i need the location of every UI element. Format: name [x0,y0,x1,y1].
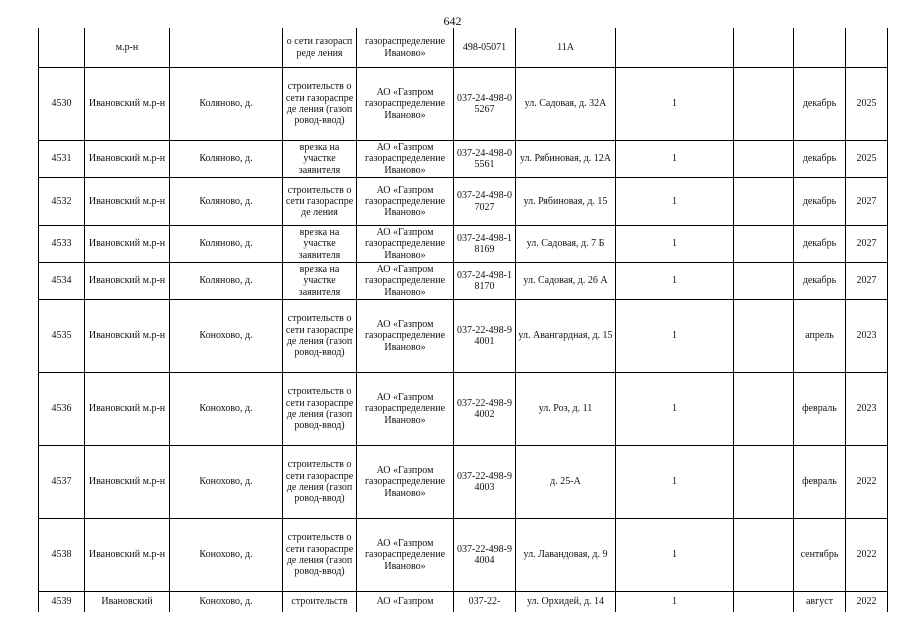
cell-settlement: Конохово, д. [170,592,283,613]
cell-blank [734,373,794,446]
cell-year: 2023 [846,373,888,446]
cell-number: 4532 [39,178,85,226]
table-row [39,519,888,592]
cell-address: ул. Рябиновая, д. 15 [516,178,616,226]
cell-month: февраль [794,373,846,446]
cell-quantity: 1 [616,519,734,592]
cell-blank [734,226,794,263]
cell-year: 2025 [846,68,888,141]
cell-district: Ивановский [85,592,170,613]
cell-blank [734,300,794,373]
cell-quantity [616,28,734,68]
cell-address: д. 25-А [516,446,616,519]
cell-work-type: строительств о сети газораспреде ления (газопровод-ввод) [283,373,357,446]
gasification-table [38,28,888,612]
cell-organization: АО «Газпром газораспределение Иваново» [357,178,454,226]
cell-district: Ивановский м.р-н [85,141,170,178]
cell-work-type: строительств о сети газораспреде ления [283,178,357,226]
cell-blank [734,446,794,519]
cell-month [794,28,846,68]
table-row [39,592,888,613]
cell-number: 4530 [39,68,85,141]
table-row [39,178,888,226]
cell-code: 037-24-498-05561 [454,141,516,178]
cell-settlement: Коляново, д. [170,263,283,300]
cell-month: декабрь [794,68,846,141]
cell-code: 037-24-498-05267 [454,68,516,141]
cell-organization: АО «Газпром газораспределение Иваново» [357,263,454,300]
cell-district: м.р-н [85,28,170,68]
cell-settlement: Коляново, д. [170,141,283,178]
cell-blank [734,28,794,68]
cell-number: 4535 [39,300,85,373]
cell-blank [734,178,794,226]
cell-organization: АО «Газпром [357,592,454,613]
cell-settlement [170,28,283,68]
table-row [39,373,888,446]
cell-district: Ивановский м.р-н [85,446,170,519]
table-row [39,446,888,519]
cell-month: август [794,592,846,613]
cell-number: 4534 [39,263,85,300]
cell-district: Ивановский м.р-н [85,178,170,226]
cell-district: Ивановский м.р-н [85,519,170,592]
cell-code: 498-05071 [454,28,516,68]
cell-code: 037-22-498-94004 [454,519,516,592]
cell-month: декабрь [794,141,846,178]
cell-district: Ивановский м.р-н [85,68,170,141]
cell-organization: АО «Газпром газораспределение Иваново» [357,519,454,592]
cell-year: 2027 [846,226,888,263]
cell-settlement: Коляново, д. [170,68,283,141]
cell-month: февраль [794,446,846,519]
cell-month: апрель [794,300,846,373]
cell-number: 4538 [39,519,85,592]
cell-blank [734,141,794,178]
cell-year: 2025 [846,141,888,178]
cell-organization: газораспределение Иваново» [357,28,454,68]
cell-month: сентябрь [794,519,846,592]
cell-address: ул. Садовая, д. 7 Б [516,226,616,263]
cell-settlement: Коляново, д. [170,226,283,263]
cell-year: 2027 [846,178,888,226]
table-row [39,141,888,178]
cell-district: Ивановский м.р-н [85,373,170,446]
cell-quantity: 1 [616,178,734,226]
cell-year: 2027 [846,263,888,300]
cell-month: декабрь [794,263,846,300]
cell-year: 2022 [846,446,888,519]
cell-blank [734,592,794,613]
cell-blank [734,68,794,141]
cell-number [39,28,85,68]
table-row [39,226,888,263]
cell-address: ул. Роз, д. 11 [516,373,616,446]
cell-district: Ивановский м.р-н [85,226,170,263]
page-number: 642 [443,14,462,28]
cell-settlement: Коляново, д. [170,178,283,226]
cell-blank [734,519,794,592]
cell-address: 11А [516,28,616,68]
cell-year: 2022 [846,519,888,592]
cell-blank [734,263,794,300]
cell-month: декабрь [794,178,846,226]
table-row [39,68,888,141]
cell-address: ул. Садовая, д. 26 А [516,263,616,300]
cell-quantity: 1 [616,226,734,263]
cell-code: 037-22-498-94003 [454,446,516,519]
cell-quantity: 1 [616,141,734,178]
cell-work-type: строительств о сети газораспреде ления (газопровод-ввод) [283,68,357,141]
cell-organization: АО «Газпром газораспределение Иваново» [357,68,454,141]
cell-quantity: 1 [616,592,734,613]
cell-quantity: 1 [616,263,734,300]
cell-organization: АО «Газпром газораспределение Иваново» [357,300,454,373]
cell-organization: АО «Газпром газораспределение Иваново» [357,226,454,263]
cell-code: 037-22- [454,592,516,613]
cell-work-type: врезка на участке заявителя [283,263,357,300]
cell-organization: АО «Газпром газораспределение Иваново» [357,446,454,519]
cell-settlement: Конохово, д. [170,373,283,446]
cell-work-type: о сети газораспреде ления [283,28,357,68]
cell-settlement: Конохово, д. [170,300,283,373]
cell-address: ул. Лавандовая, д. 9 [516,519,616,592]
cell-work-type: строительств о сети газораспреде ления (газопровод-ввод) [283,300,357,373]
cell-year: 2023 [846,300,888,373]
cell-settlement: Конохово, д. [170,446,283,519]
cell-address: ул. Садовая, д. 32А [516,68,616,141]
cell-work-type: врезка на участке заявителя [283,226,357,263]
cell-year: 2022 [846,592,888,613]
table-row [39,263,888,300]
cell-work-type: врезка на участке заявителя [283,141,357,178]
cell-number: 4531 [39,141,85,178]
cell-organization: АО «Газпром газораспределение Иваново» [357,373,454,446]
cell-code: 037-24-498-18170 [454,263,516,300]
cell-number: 4539 [39,592,85,613]
cell-code: 037-22-498-94001 [454,300,516,373]
cell-address: ул. Рябиновая, д. 12А [516,141,616,178]
cell-quantity: 1 [616,300,734,373]
cell-quantity: 1 [616,68,734,141]
cell-settlement: Конохово, д. [170,519,283,592]
cell-address: ул. Авангардная, д. 15 [516,300,616,373]
cell-quantity: 1 [616,446,734,519]
cell-code: 037-24-498-18169 [454,226,516,263]
cell-number: 4536 [39,373,85,446]
cell-number: 4533 [39,226,85,263]
cell-address: ул. Орхидей, д. 14 [516,592,616,613]
cell-district: Ивановский м.р-н [85,300,170,373]
cell-number: 4537 [39,446,85,519]
cell-work-type: строительств о сети газораспреде ления (газопровод-ввод) [283,446,357,519]
cell-year [846,28,888,68]
cell-organization: АО «Газпром газораспределение Иваново» [357,141,454,178]
cell-work-type: строительств о сети газораспреде ления (газопровод-ввод) [283,519,357,592]
cell-month: декабрь [794,226,846,263]
cell-work-type: строительств [283,592,357,613]
cell-code: 037-22-498-94002 [454,373,516,446]
cell-district: Ивановский м.р-н [85,263,170,300]
cell-code: 037-24-498-07027 [454,178,516,226]
cell-quantity: 1 [616,373,734,446]
table-row [39,300,888,373]
table-row [39,28,888,68]
